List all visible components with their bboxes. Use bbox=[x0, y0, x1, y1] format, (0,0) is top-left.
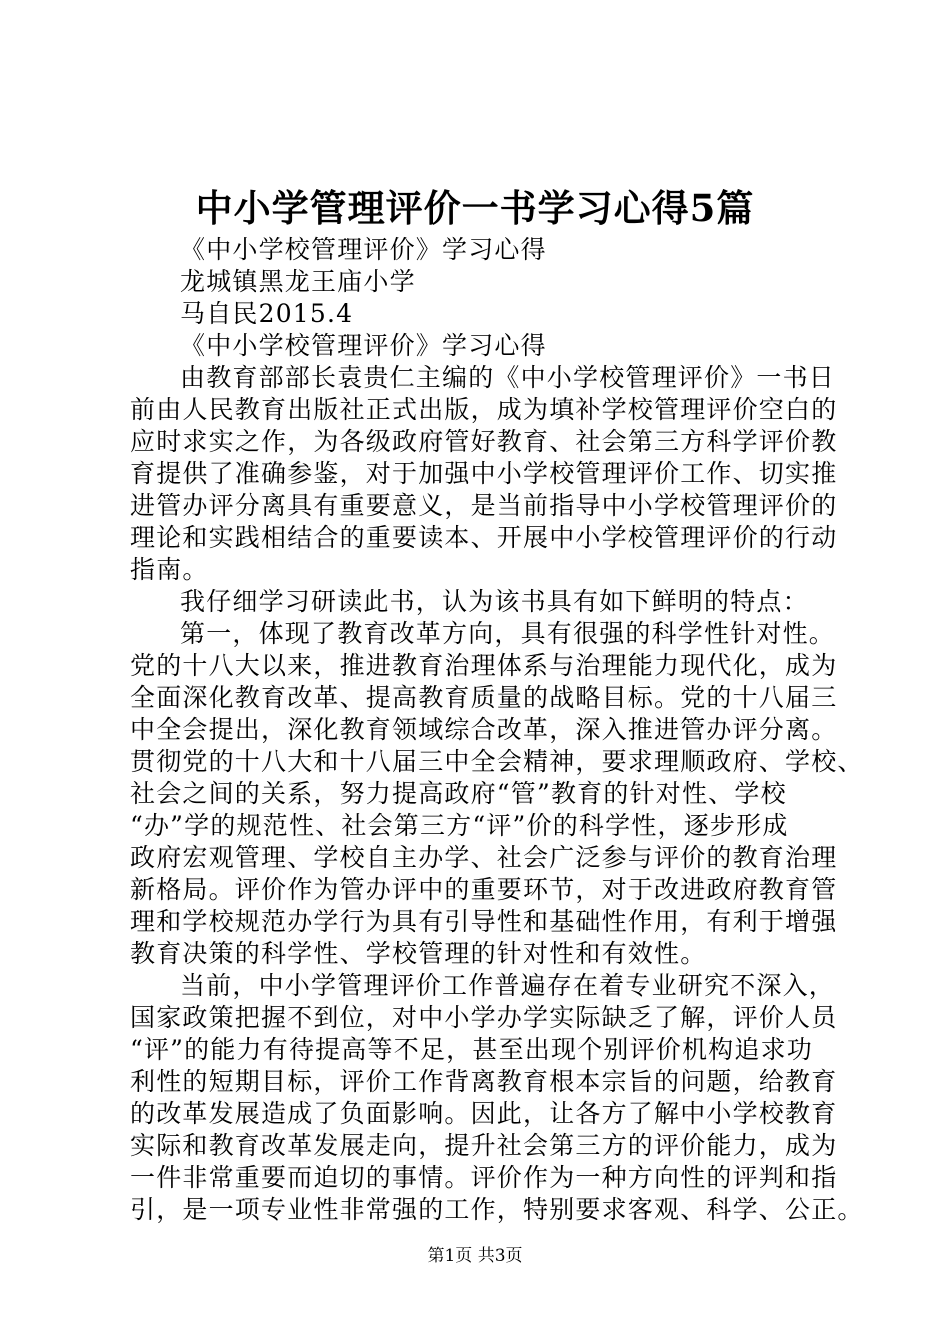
header-line: 马自民2015.4 bbox=[180, 299, 354, 328]
paragraph-line: 的改革发展造成了负面影响。因此，让各方了解中小学校教育 bbox=[130, 1099, 838, 1128]
paragraph-line: 党的十八大以来，推进教育治理体系与治理能力现代化，成为 bbox=[130, 651, 838, 680]
paragraph-line: 理论和实践相结合的重要读本、开展中小学校管理评价的行动 bbox=[130, 523, 838, 552]
paragraph-line: 理和学校规范办学行为具有引导性和基础性作用，有利于增强 bbox=[130, 907, 838, 936]
paragraph-line: 贯彻党的十八大和十八届三中全会精神，要求理顺政府、学校、 bbox=[130, 747, 864, 776]
header-line: 《中小学校管理评价》学习心得 bbox=[180, 235, 547, 264]
paragraph-line: 应时求实之作，为各级政府管好教育、社会第三方科学评价教 bbox=[130, 427, 838, 456]
paragraph-line: 国家政策把握不到位，对中小学办学实际缺乏了解，评价人员 bbox=[130, 1003, 838, 1032]
header-line: 《中小学校管理评价》学习心得 bbox=[180, 331, 547, 360]
paragraph-line: “办”学的规范性、社会第三方“评”价的科学性，逐步形成 bbox=[130, 811, 789, 840]
paragraph-line: 实际和教育改革发展走向，提升社会第三方的评价能力，成为 bbox=[130, 1131, 838, 1160]
paragraph-line: 当前，中小学管理评价工作普遍存在着专业研究不深入， bbox=[180, 971, 836, 1000]
paragraph-line: 政府宏观管理、学校自主办学、社会广泛参与评价的教育治理 bbox=[130, 843, 838, 872]
paragraph-line: 新格局。评价作为管办评中的重要环节，对于改进政府教育管 bbox=[130, 875, 838, 904]
paragraph-line: 前由人民教育出版社正式出版，成为填补学校管理评价空白的 bbox=[130, 395, 838, 424]
paragraph-line: 我仔细学习研读此书，认为该书具有如下鲜明的特点： bbox=[180, 587, 809, 616]
paragraph-line: 引，是一项专业性非常强的工作，特别要求客观、科学、公正。 bbox=[130, 1195, 864, 1224]
paragraph-1 bbox=[130, 362, 838, 586]
paragraph-line: 一件非常重要而迫切的事情。评价作为一种方向性的评判和指 bbox=[130, 1163, 838, 1192]
paragraph-3 bbox=[130, 618, 864, 970]
paragraph-line: “评”的能力有待提高等不足，甚至出现个别评价机构追求功 bbox=[130, 1035, 813, 1064]
paragraph-line: 第一，体现了教育改革方向，具有很强的科学性针对性。 bbox=[180, 619, 836, 648]
paragraph-line: 育提供了准确参鉴，对于加强中小学校管理评价工作、切实推 bbox=[130, 459, 838, 488]
paragraph-line: 进管办评分离具有重要意义，是当前指导中小学校管理评价的 bbox=[130, 491, 838, 520]
paragraph-line: 由教育部部长袁贵仁主编的《中小学校管理评价》一书日 bbox=[180, 363, 836, 392]
paragraph-line: 中全会提出，深化教育领域综合改革，深入推进管办评分离。 bbox=[130, 715, 838, 744]
paragraph-2 bbox=[130, 586, 830, 618]
paragraph-line: 指南。 bbox=[130, 555, 209, 584]
document-body bbox=[130, 234, 864, 1226]
paragraph-line: 社会之间的关系，努力提高政府“管”教育的针对性、学校 bbox=[130, 779, 787, 808]
paragraph-line: 教育决策的科学性、学校管理的针对性和有效性。 bbox=[130, 939, 707, 968]
page-footer: 第1页 共3页 bbox=[427, 1246, 523, 1266]
document-title: 中小学管理评价一书学习心得5篇 bbox=[195, 186, 755, 230]
paragraph-4 bbox=[130, 970, 864, 1226]
paragraph-line: 利性的短期目标，评价工作背离教育根本宗旨的问题，给教育 bbox=[130, 1067, 838, 1096]
paragraph-line: 全面深化教育改革、提高教育质量的战略目标。党的十八届三 bbox=[130, 683, 838, 712]
header-line: 龙城镇黑龙王庙小学 bbox=[180, 267, 416, 296]
